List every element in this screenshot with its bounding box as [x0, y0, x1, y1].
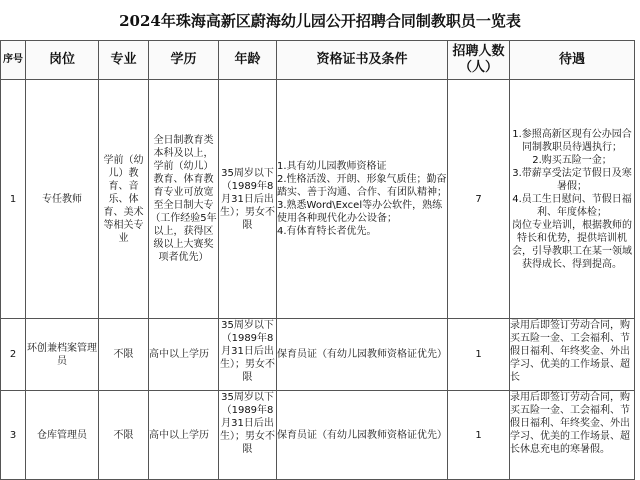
- row-position: 专任教师: [26, 80, 99, 319]
- row-age: 35周岁以下（1989年8月31日后出生）；男女不限: [219, 391, 277, 480]
- cell-line: 3.带薪享受法定节假日及寒暑假；: [512, 167, 632, 192]
- row-education: 高中以上学历: [149, 391, 219, 480]
- cell-line: 岗位专业培训，根据教师的特长和优势，提供培训机会，引导教职工在某一领域获得成长、得到提高。: [512, 219, 632, 270]
- row-education: 全日制教育类本科及以上，学前（幼儿）教育、体育教育专业可放宽至全日制大专（工作经验5年以上，获得区级以上大赛奖项者优先）: [149, 80, 219, 319]
- row-major: 不限: [99, 391, 149, 480]
- row-index: 2: [1, 319, 26, 391]
- row-major: 不限: [99, 319, 149, 391]
- row-index: 1: [1, 80, 26, 319]
- row-count: 7: [448, 80, 510, 319]
- recruitment-table: [0, 40, 635, 480]
- header-benefits: 待遇: [510, 41, 635, 80]
- cell-line: 4.有体育特长者优先。: [277, 226, 377, 237]
- cell-line: 3.熟悉Word\Excel等办公软件，熟练使用各种现代化办公设备；: [277, 200, 443, 224]
- header-index: 序号: [1, 41, 26, 80]
- header-position: 岗位: [26, 41, 99, 80]
- row-benefits: [510, 391, 635, 480]
- cell-line: 1.具有幼儿园教师资格证: [277, 161, 387, 172]
- row-position: 仓库管理员: [26, 391, 99, 480]
- table-row: [1, 80, 635, 319]
- header-major: 专业: [99, 41, 149, 80]
- row-age: 35周岁以下（1989年8月31日后出生）；男女不限: [219, 80, 277, 319]
- table-row: [1, 391, 635, 480]
- header-count: 招聘人数（人）: [448, 41, 510, 80]
- cell-line: 保育员证（有幼儿园教师资格证优先）: [277, 349, 447, 360]
- row-certificate: [277, 80, 448, 319]
- header-row: [1, 41, 635, 80]
- row-benefits: [510, 319, 635, 391]
- table-row: [1, 319, 635, 391]
- header-education: 学历: [149, 41, 219, 80]
- row-certificate: [277, 319, 448, 391]
- cell-line: 录用后即签订劳动合同，购买五险一金、工会福利、节假日福利、年终奖金、外出学习、优美的工作场景、超长休息充电的寒暑假。: [510, 392, 630, 455]
- row-count: 1: [448, 319, 510, 391]
- row-count: 1: [448, 391, 510, 480]
- page-title: 2024年珠海高新区蔚海幼儿园公开招聘合同制教职员一览表: [119, 12, 521, 30]
- row-index: 3: [1, 391, 26, 480]
- row-age: 35周岁以下（1989年8月31日后出生）；男女不限: [219, 319, 277, 391]
- header-age: 年龄: [219, 41, 277, 80]
- row-certificate: [277, 391, 448, 480]
- cell-line: 2.性格活泼、开朗、形象气质佳；勤奋踏实、善于沟通、合作、有团队精神；: [277, 174, 447, 198]
- cell-line: 1.参照高新区现有公办园合同制教职员待遇执行；: [512, 128, 632, 153]
- row-education: 高中以上学历: [149, 319, 219, 391]
- row-benefits: [510, 80, 635, 319]
- cell-line: 录用后即签订劳动合同，购买五险一金、工会福利、节假日福利、年终奖金、外出学习、优美的工作场景、超长: [510, 320, 630, 383]
- header-certificate: 资格证书及条件: [277, 41, 448, 80]
- cell-line: 2.购买五险一金；: [532, 154, 612, 166]
- row-major: 学前（幼儿）教育、音乐、体育、美术等相关专业: [99, 80, 149, 319]
- cell-line: 4.员工生日慰问、节假日福利、年度体检；: [512, 193, 632, 218]
- cell-line: 保育员证（有幼儿园教师资格证优先）: [277, 429, 447, 441]
- row-position: 环创兼档案管理员: [26, 319, 99, 391]
